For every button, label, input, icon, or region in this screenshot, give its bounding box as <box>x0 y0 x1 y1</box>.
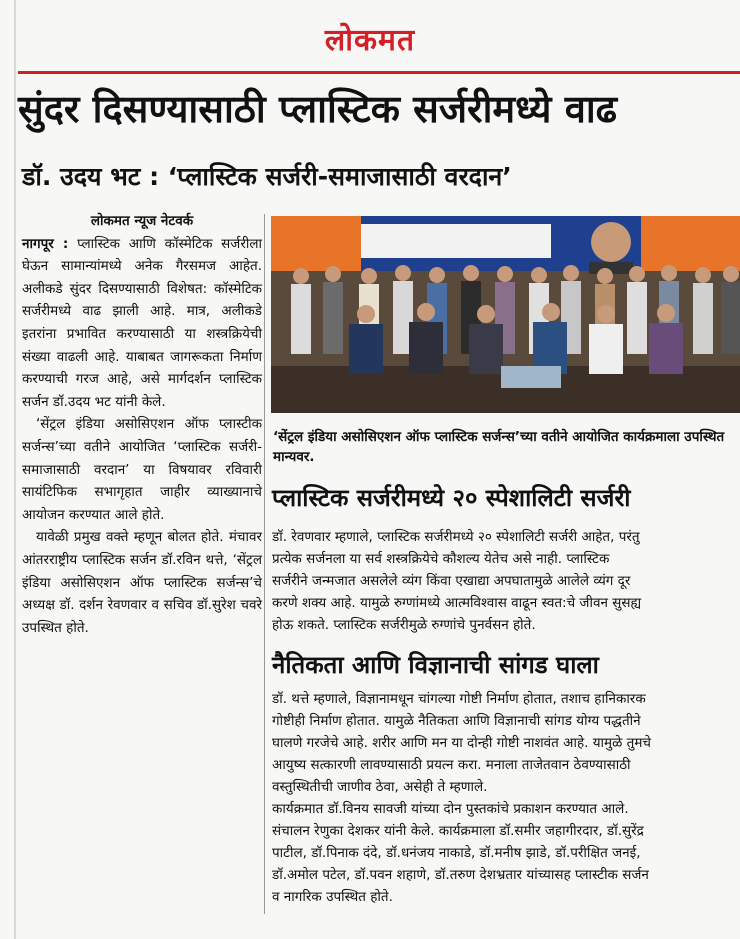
column-divider <box>264 214 265 914</box>
body-paragraph: यावेळी प्रमुख वक्ते म्हणून बोलत होते. मंचावर आंतरराष्ट्रीय प्लास्टिक सर्जन डॉ.रविन थत्ते, ‘सेंट्रल इंडिया असोसिएशन ऑफ प्लास्टिक सर्जन्स’चे अध्यक्ष डॉ. दर्शन रेवणवार व सचिव डॉ.सुरेश चवरे उपस्थित होते. <box>22 529 262 636</box>
dateline-city: नागपूर : <box>22 235 69 252</box>
body-paragraph: ‘सेंट्रल इंडिया असोसिएशन ऑफ प्लास्टीक सर्जन्स’च्या वतीने आयोजित ‘प्लास्टिक सर्जरी-समाजासाठी वरदान’ या विषयावर रविवारी सायंटिफिक सभागृहात जाहीर व्याख्यानाचे आयोजन करण्यात आले होते. <box>22 416 262 523</box>
lead-paragraph: नागपूर : प्लास्टिक आणि कॉस्मेटिक सर्जरीला घेऊन सामान्यांमध्ये अनेक गैरसमज आहेत. अलीकडे सुंदर दिसण्यासाठी विशेषत: कॉस्मेटिक सर्जरीमध्ये वाढ झाली आहे. मात्र, अलीकडे इतरांना प्रभावित करण्यासाठी या शस्त्रक्रियेची संख्या वाढली आहे. याबाबत जागरूकता निर्माण करण्याची गरज आहे, असे मार्गदर्शन प्लास्टिक सर्जन डॉ.उदय भट यांनी केले. <box>22 235 262 410</box>
page-edge-rule <box>14 0 16 939</box>
masthead-divider <box>18 71 740 74</box>
masthead-logo: लोकमत <box>324 23 416 58</box>
headline: सुंदर दिसण्यासाठी प्लास्टिक सर्जरीमध्ये वाढ <box>18 87 618 131</box>
byline: लोकमत न्यूज नेटवर्क <box>90 213 194 229</box>
subheadline: डॉ. उदय भट : ‘प्लास्टिक सर्जरी-समाजासाठी वरदान’ <box>22 162 512 191</box>
section-body-20-specialities: डॉ. रेवणवार म्हणाले, प्लास्टिक सर्जरीमध्ये २० स्पेशालिटी सर्जरी आहेत, परंतु प्रत्येक सर्जनला या सर्व शस्त्रक्रियेचे कौशल्य येतेच असे नाही. प्लास्टिक सर्जरीने जन्मजात असलेले व्यंग किंवा एखाद्या अपघातामुळे आलेले व्यंग दूर करणे शक्य आहे. यामुळे रुग्णांमध्ये आत्मविश्वास वाढून स्वत:चे जीवन सुसह्य होऊ शकते. प्लास्टिक सर्जरीमुळे रुग्णांचे पुनर्वसन होते. <box>272 529 642 633</box>
section-body-ethics-science: डॉ. थत्ते म्हणाले, विज्ञानामधून चांगल्या गोष्टी निर्माण होतात, तशाच हानिकारक गोष्टीही निर्माण होतात. यामुळे नैतिकता आणि विज्ञानाची सांगड योग्य पद्धतीने घालणे गरजेचे आहे. शरीर आणि मन या दोन्ही गोष्टी नाशवंत आहे. यामुळे तुमचे आयुष्य सत्कारणी लावण्यासाठी प्रयत्न करा. मनाला ताजेतवान ठेवण्यासाठी वस्तुस्थितीची जाणीव ठेवा, असेही ते म्हणाले. कार्यक्रमात डॉ.विनय सावजी यांच्या दोन पुस्तकांचे प्रकाशन करण्यात आले. संचालन रेणुका देशकर यांनी केले. कार्यक्रमाला डॉ.समीर जहागीरदार, डॉ.सुरेंद्र पाटील, डॉ.पिनाक दंदे, डॉ.धनंजय नाकाडे, डॉ.मनीष झाडे, डॉ.परीक्षित जनई, डॉ.अमोल पटेल, डॉ.पवन शहाणे, डॉ.तरुण देशभ्रतार यांच्यासह प्लास्टीक सर्जन व नागरिक उपस्थित होते. <box>272 691 651 905</box>
section-heading-20-specialities: प्लास्टिक सर्जरीमध्ये २० स्पेशालिटी सर्जरी <box>272 484 631 512</box>
event-photo <box>271 216 740 413</box>
left-column <box>22 210 262 639</box>
section-heading-ethics-science: नैतिकता आणि विज्ञानाची सांगड घाला <box>272 651 599 679</box>
photo-caption: ‘सेंट्रल इंडिया असोसिएशन ऑफ प्लास्टिक सर्जन्स’च्या वतीने आयोजित कार्यक्रमाला उपस्थित मान्यवर. <box>273 429 725 465</box>
